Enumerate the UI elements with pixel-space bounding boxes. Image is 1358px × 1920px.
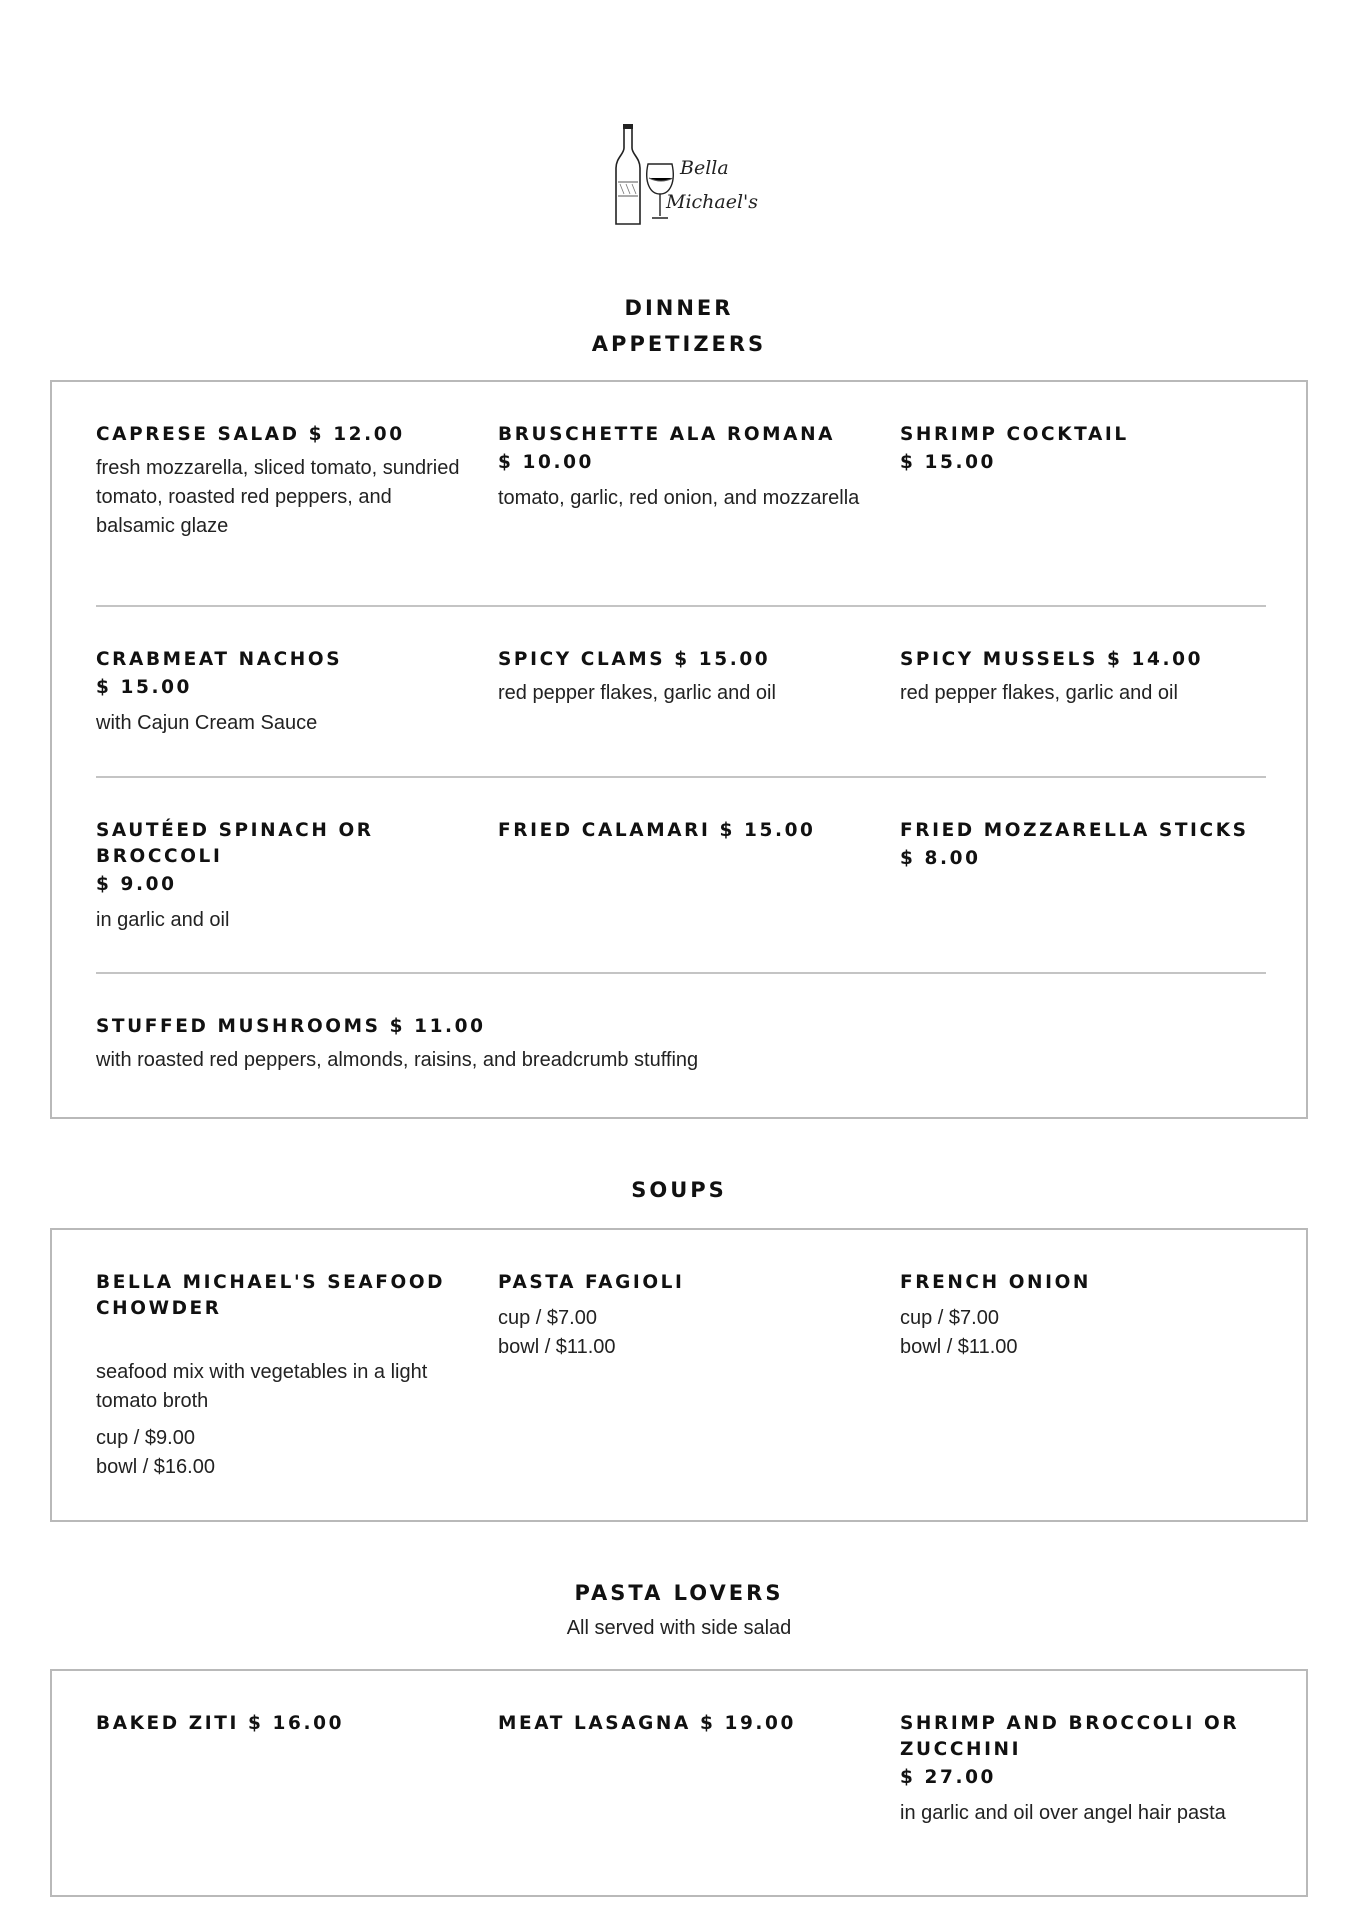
divider [96, 972, 1266, 974]
soups-box [50, 1228, 1308, 1522]
menu-item [96, 1270, 466, 1482]
divider [96, 605, 1266, 607]
item-name: STUFFED MUSHROOMS $ 11.00 [96, 1016, 486, 1037]
menu-item [900, 647, 1270, 708]
item-price: $ 9.00 [96, 874, 177, 895]
item-description: with Cajun Cream Sauce [96, 712, 318, 734]
item-name: CAPRESE SALAD $ 12.00 [96, 424, 405, 445]
item-price: $ 10.00 [498, 452, 595, 473]
bowl-price: bowl / $11.00 [498, 1336, 616, 1358]
item-name: SPICY CLAMS $ 15.00 [498, 649, 771, 670]
menu-item [498, 422, 868, 513]
menu-item [96, 1711, 466, 1737]
item-name: BRUSCHETTE ALA ROMANA [498, 424, 836, 445]
item-price: $ 27.00 [900, 1767, 997, 1788]
item-name: SHRIMP AND BROCCOLI OR ZUCCHINI [900, 1713, 1240, 1760]
menu-item [96, 1014, 1196, 1075]
item-name: SAUTÉED SPINACH OR BROCCOLI [96, 820, 374, 867]
item-name: MEAT LASAGNA $ 19.00 [498, 1713, 796, 1734]
menu-item [900, 422, 1270, 478]
bowl-price: bowl / $11.00 [900, 1336, 1018, 1358]
bowl-price: bowl / $16.00 [96, 1456, 215, 1478]
item-description: in garlic and oil over angel hair pasta [900, 1802, 1226, 1824]
menu-item [498, 1270, 868, 1362]
menu-item [96, 422, 466, 541]
cup-price: cup / $7.00 [900, 1307, 999, 1329]
section-title-appetizers: APPETIZERS [591, 332, 767, 356]
item-name: FRIED MOZZARELLA STICKS [900, 820, 1249, 841]
item-description: tomato, garlic, red onion, and mozzarella [498, 487, 860, 509]
menu-title-dinner: DINNER [624, 296, 734, 320]
appetizers-box [50, 380, 1308, 1119]
menu-item [96, 818, 466, 935]
item-description: seafood mix with vegetables in a light tomato broth [96, 1361, 428, 1412]
logo-text-michaels: Michael's [666, 191, 759, 213]
item-description: fresh mozzarella, sliced tomato, sundried tomato, roasted red peppers, and balsamic glaze [96, 457, 460, 537]
pasta-box [50, 1669, 1308, 1897]
item-description: in garlic and oil [96, 909, 230, 931]
item-price: $ 8.00 [900, 848, 981, 869]
item-name: CRABMEAT NACHOS [96, 649, 343, 670]
item-description: with roasted red peppers, almonds, raisins, and breadcrumb stuffing [96, 1049, 699, 1071]
menu-item [498, 818, 868, 844]
menu-item [900, 1270, 1270, 1362]
menu-item [96, 647, 466, 738]
restaurant-logo [610, 122, 760, 232]
item-name: SPICY MUSSELS $ 14.00 [900, 649, 1204, 670]
section-title-pasta-lovers: PASTA LOVERS [574, 1581, 784, 1605]
item-name: PASTA FAGIOLI [498, 1272, 685, 1293]
item-name: BAKED ZITI $ 16.00 [96, 1713, 345, 1734]
logo-text-bella: Bella [680, 157, 729, 179]
item-price: $ 15.00 [900, 452, 997, 473]
item-name: FRIED CALAMARI $ 15.00 [498, 820, 816, 841]
item-name: FRENCH ONION [900, 1272, 1092, 1293]
wine-bottle-glass-icon [610, 122, 760, 232]
menu-item [498, 1711, 868, 1737]
item-price: $ 15.00 [96, 677, 193, 698]
section-title-soups: SOUPS [631, 1178, 727, 1202]
item-description: red pepper flakes, garlic and oil [498, 682, 776, 704]
section-subtitle: All served with side salad [566, 1617, 792, 1639]
item-description: red pepper flakes, garlic and oil [900, 682, 1178, 704]
cup-price: cup / $7.00 [498, 1307, 597, 1329]
menu-item [900, 1711, 1270, 1828]
item-name: BELLA MICHAEL'S SEAFOOD CHOWDER [96, 1272, 446, 1319]
menu-item [900, 818, 1270, 874]
cup-price: cup / $9.00 [96, 1427, 195, 1449]
divider [96, 776, 1266, 778]
item-name: SHRIMP COCKTAIL [900, 424, 1129, 445]
menu-item [498, 647, 868, 708]
